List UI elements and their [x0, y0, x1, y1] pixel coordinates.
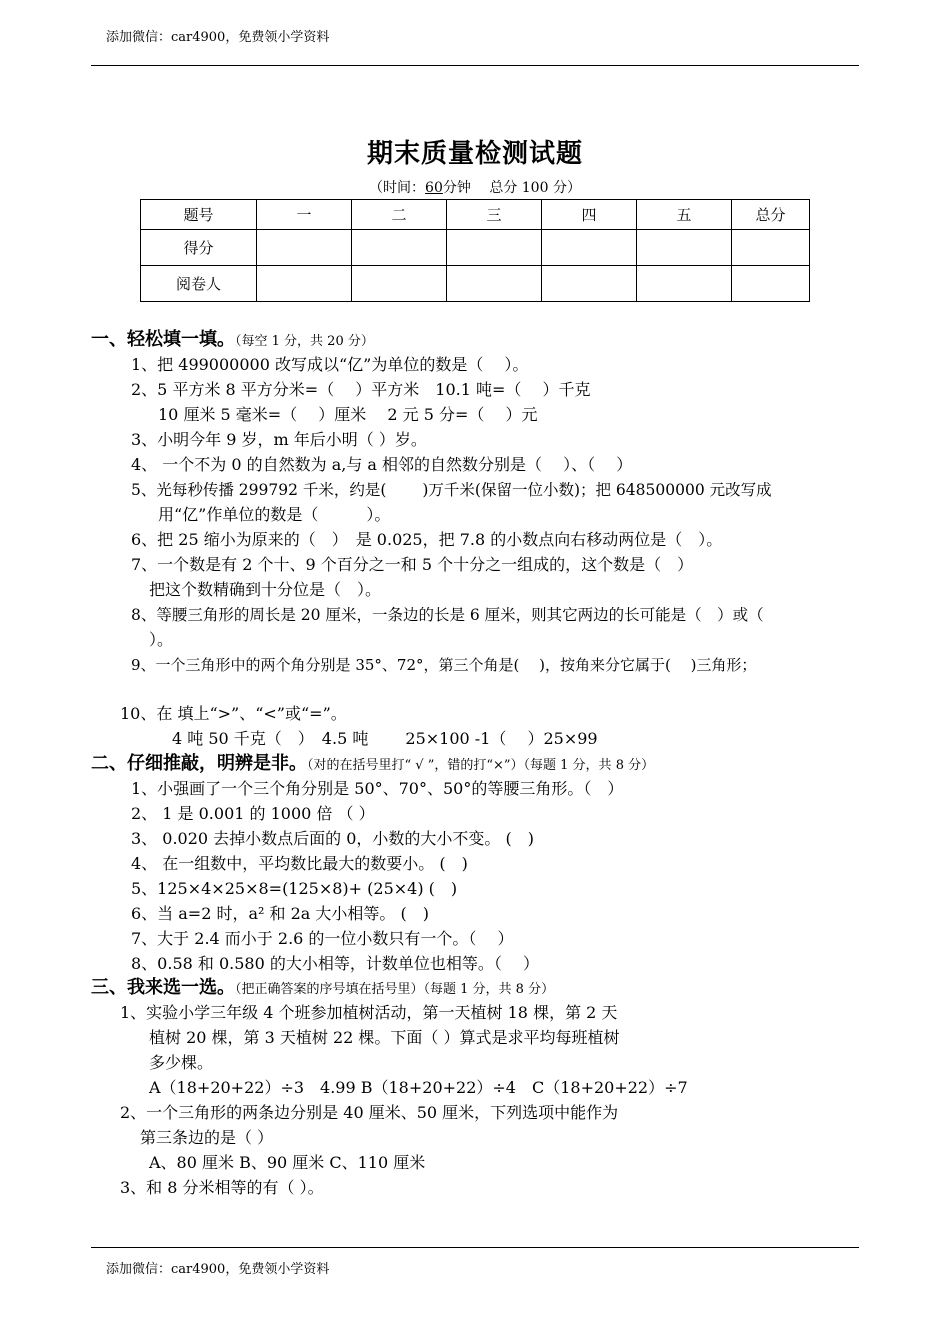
section-1-heading: 一、轻松填一填。（每空 1 分，共 20 分） — [91, 329, 374, 350]
question-line: 3、 0.020 去掉小数点后面的 0，小数的大小不变。 ( ) — [131, 829, 534, 848]
table-header-cell: 四 — [542, 200, 637, 230]
score-cell — [732, 230, 810, 266]
question-line: 5、125×4×25×8=(125×8)+ (25×4) ( ) — [131, 879, 458, 898]
question-line: 7、一个数是有 2 个十、9 个百分之一和 5 个十分之一组成的，这个数是（ ） — [131, 555, 694, 574]
table-header-cell: 五 — [637, 200, 732, 230]
grader-cell — [352, 266, 447, 302]
question-line: 8、0.58 和 0.580 的大小相等，计数单位也相等。（ ） — [131, 954, 539, 973]
page-footer-note: 添加微信：car4900，免费领小学资料 — [106, 1262, 330, 1277]
row-label: 阅卷人 — [141, 266, 257, 302]
question-line: 7、大于 2.4 而小于 2.6 的一位小数只有一个。（ ） — [131, 929, 514, 948]
section-2-note: （对的在括号里打“ √ ”，错的打“×”）（每题 1 分，共 8 分） — [307, 758, 655, 773]
table-header-cell: 总分 — [732, 200, 810, 230]
page-header-note: 添加微信：car4900，免费领小学资料 — [106, 30, 330, 45]
score-table-header-row — [141, 200, 810, 230]
question-line: 5、光每秒传播 299792 千米，约是( )万千米(保留一位小数)；把 648500000 元改写成 — [131, 481, 772, 499]
question-line: 2、一个三角形的两条边分别是 40 厘米、50 厘米，下列选项中能作为 — [120, 1103, 619, 1122]
section-3-heading: 三、我来选一选。（把正确答案的序号填在括号里）（每题 1 分，共 8 分） — [91, 977, 555, 998]
section-3-note: （把正确答案的序号填在括号里）（每题 1 分，共 8 分） — [235, 982, 555, 997]
grader-cell — [637, 266, 732, 302]
time-value: 60 — [425, 180, 443, 196]
question-line: 1、把 499000000 改写成以“亿”为单位的数是（ ）。 — [131, 355, 529, 374]
footer-divider — [91, 1247, 859, 1248]
row-label: 得分 — [141, 230, 257, 266]
question-line: 4、 一个不为 0 的自然数为 a,与 a 相邻的自然数分别是（ ）、（ ） — [131, 455, 633, 474]
table-header-cell: 三 — [447, 200, 542, 230]
time-suffix: 分钟 总分 100 分） — [442, 180, 581, 196]
question-line: 把这个数精确到十分位是（ ）。 — [149, 580, 382, 599]
grader-cell — [732, 266, 810, 302]
score-cell — [637, 230, 732, 266]
question-line: 第三条边的是（ ） — [140, 1128, 274, 1147]
question-line: 植树 20 棵，第 3 天植树 22 棵。下面（ ）算式是求平均每班植树 — [149, 1028, 620, 1047]
score-cell — [352, 230, 447, 266]
question-line: 10 厘米 5 毫米=（ ）厘米 2 元 5 分=（ ）元 — [158, 405, 538, 424]
score-table — [140, 199, 810, 302]
question-line: 8、等腰三角形的周长是 20 厘米，一条边的长是 6 厘米，则其它两边的长可能是（ ）或（ — [131, 606, 764, 624]
score-cell — [447, 230, 542, 266]
question-line: 3、和 8 分米相等的有（ ）。 — [120, 1178, 324, 1197]
header-divider — [91, 65, 859, 66]
question-line: 9、一个三角形中的两个角分别是 35°、72°，第三个角是( )，按角来分它属于( )三角形； — [131, 656, 757, 674]
grader-row — [141, 266, 810, 302]
question-line: 多少棵。 — [149, 1053, 214, 1072]
question-line: 6、当 a=2 时，a² 和 2a 大小相等。 ( ) — [131, 904, 429, 923]
score-cell — [257, 230, 352, 266]
grader-cell — [447, 266, 542, 302]
question-line: 2、5 平方米 8 平方分米=（ ）平方米 10.1 吨=（ ）千克 — [131, 380, 591, 399]
score-cell — [542, 230, 637, 266]
exam-time-info — [0, 177, 950, 197]
question-line: A、80 厘米 B、90 厘米 C、110 厘米 — [149, 1153, 426, 1172]
section-2-heading: 二、仔细推敲，明辨是非。（对的在括号里打“ √ ”，错的打“×”）（每题 1 分，共 8 分） — [91, 753, 655, 774]
score-row — [141, 230, 810, 266]
table-header-cell: 二 — [352, 200, 447, 230]
question-line: 3、小明今年 9 岁，m 年后小明（ ）岁。 — [131, 430, 427, 449]
time-prefix: （时间： — [369, 180, 426, 196]
question-line: 2、 1 是 0.001 的 1000 倍 （ ） — [131, 804, 375, 823]
question-line: A（18+20+22）÷3 4.99 B（18+20+22）÷4 C（18+20+22）÷7 — [149, 1078, 688, 1097]
question-line: 6、把 25 缩小为原来的（ ） 是 0.025，把 7.8 的小数点向右移动两位是（ ）。 — [131, 530, 723, 549]
table-header-cell: 题号 — [141, 200, 257, 230]
question-line: ）。 — [149, 630, 174, 649]
grader-cell — [257, 266, 352, 302]
table-header-cell: 一 — [257, 200, 352, 230]
grader-cell — [542, 266, 637, 302]
question-line: 4 吨 50 千克（ ） 4.5 吨 25×100 -1（ ）25×99 — [172, 729, 598, 748]
section-1-note: （每空 1 分，共 20 分） — [235, 334, 374, 349]
question-line: 1、实验小学三年级 4 个班参加植树活动，第一天植树 18 棵，第 2 天 — [120, 1003, 618, 1022]
page-title: 期末质量检测试题 — [366, 139, 583, 169]
question-line: 1、小强画了一个三个角分别是 50°、70°、50°的等腰三角形。（ ） — [131, 779, 624, 798]
question-line: 用“亿”作单位的数是（ ）。 — [158, 505, 391, 524]
question-line: 10、在 填上“>”、“<”或“=”。 — [120, 704, 347, 723]
question-line: 4、 在一组数中，平均数比最大的数要小。 ( ) — [131, 854, 468, 873]
